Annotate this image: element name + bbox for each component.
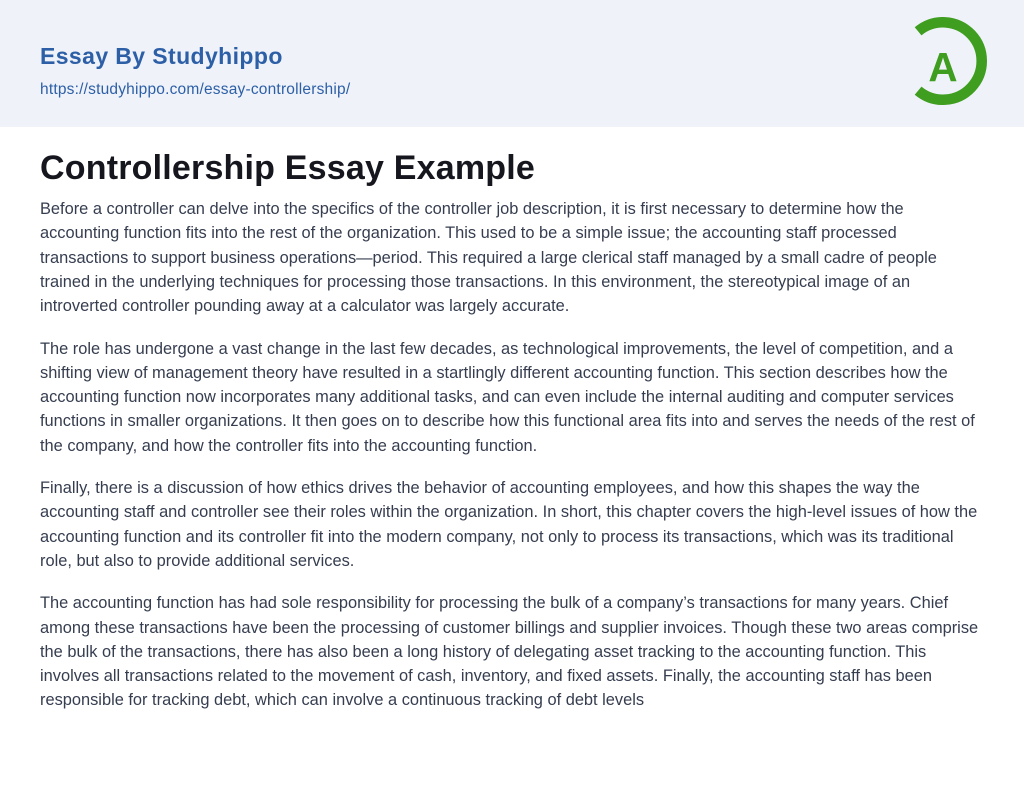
essay-paragraph-2: The role has undergone a vast change in the last few decades, as technological improvements, the level of competition, and a shifting view of management theory have resulted in a startlingly different accounting function. This section describes how the accounting function now incorporates many additional tasks, and can even include the internal auditing and computer services functions in smaller organizations. It then goes on to describe how this functional area fits into and serves the needs of the rest of the company, and how the controller fits into the accounting function.: [40, 339, 975, 455]
header-text-block: [40, 0, 984, 99]
logo-letter: A: [928, 44, 958, 91]
essay-content: [0, 149, 1024, 713]
essay-paragraph-1: Before a controller can delve into the specifics of the controller job description, it is first necessary to determine how the accounting function fits into the rest of the organization. This used to be a simple issue; the accounting staff processed transactions to support business operations—period. This required a large clerical staff managed by a small cadre of people trained in the underlying techniques for processing those transactions. In this environment, the stereotypical image of an introverted controller pounding away at a calculator was largely accurate.: [40, 200, 937, 316]
site-header: [0, 0, 1024, 127]
essay-paragraph-3: Finally, there is a discussion of how ethics drives the behavior of accounting employees, and how this shapes the way the accounting staff and controller see their roles within the organization. In short, this chapter covers the high-level issues of how the accounting function and its controller fit into the modern company, not only to process its transactions, which was its traditional role, but also to provide additional services.: [40, 479, 978, 570]
site-title: Essay By Studyhippo: [40, 43, 283, 69]
essay-title: Controllership Essay Example: [40, 149, 535, 187]
studyhippo-logo-icon: [899, 17, 987, 105]
essay-paragraph-4: The accounting function has had sole responsibility for processing the bulk of a company’s transactions for many years. Chief among these transactions have been the processing of customer billings and supplier invoices. Though these two areas comprise the bulk of the transactions, there has also been a long history of delegating asset tracking to the accounting function. This involves all transactions related to the movement of cash, inventory, and fixed assets. Finally, the accounting staff has been responsible for tracking debt, which can involve a continuous tracking of debt levels: [40, 594, 979, 710]
essay-url-link[interactable]: https://studyhippo.com/essay-controllership/: [40, 81, 351, 98]
